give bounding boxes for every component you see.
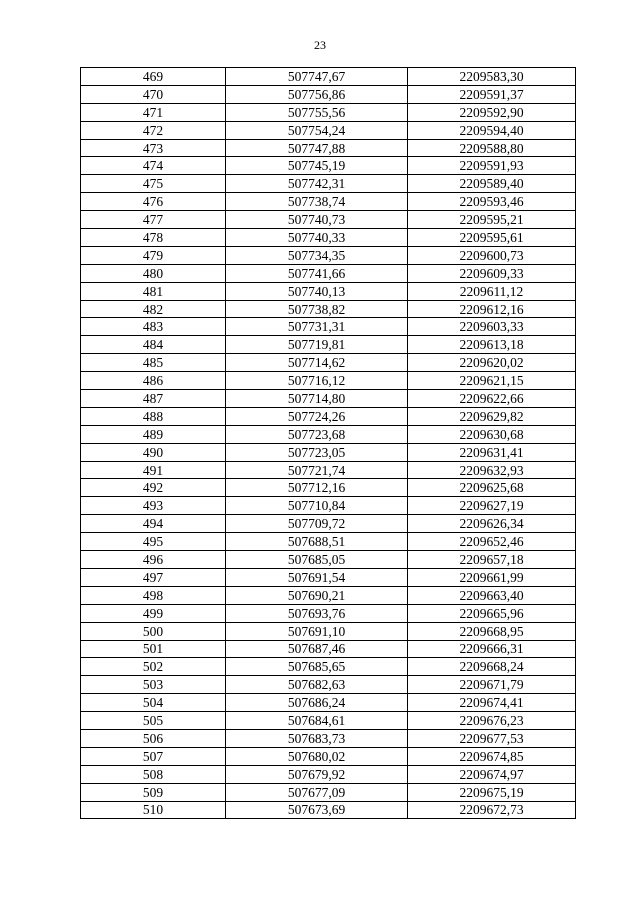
point-number-cell: 475 [81,175,226,193]
y-coordinate-cell: 2209661,99 [408,568,576,586]
table-row [81,68,576,86]
table-row [81,157,576,175]
point-number-cell: 473 [81,139,226,157]
table-row [81,193,576,211]
table-row [81,300,576,318]
point-number-cell: 506 [81,729,226,747]
x-coordinate-cell: 507754,24 [226,121,408,139]
x-coordinate-cell: 507677,09 [226,783,408,801]
y-coordinate-cell: 2209613,18 [408,336,576,354]
point-number-cell: 479 [81,246,226,264]
point-number-cell: 485 [81,354,226,372]
table-row [81,747,576,765]
y-coordinate-cell: 2209609,33 [408,264,576,282]
y-coordinate-cell: 2209595,61 [408,229,576,247]
point-number-cell: 500 [81,622,226,640]
y-coordinate-cell: 2209674,85 [408,747,576,765]
x-coordinate-cell: 507688,51 [226,533,408,551]
x-coordinate-cell: 507683,73 [226,729,408,747]
y-coordinate-cell: 2209627,19 [408,497,576,515]
point-number-cell: 505 [81,712,226,730]
point-number-cell: 495 [81,533,226,551]
y-coordinate-cell: 2209675,19 [408,783,576,801]
x-coordinate-cell: 507747,67 [226,68,408,86]
y-coordinate-cell: 2209612,16 [408,300,576,318]
point-number-cell: 487 [81,390,226,408]
x-coordinate-cell: 507719,81 [226,336,408,354]
x-coordinate-cell: 507710,84 [226,497,408,515]
y-coordinate-cell: 2209631,41 [408,443,576,461]
y-coordinate-cell: 2209620,02 [408,354,576,372]
x-coordinate-cell: 507740,13 [226,282,408,300]
point-number-cell: 470 [81,85,226,103]
point-number-cell: 508 [81,765,226,783]
x-coordinate-cell: 507738,74 [226,193,408,211]
point-number-cell: 509 [81,783,226,801]
point-number-cell: 489 [81,425,226,443]
x-coordinate-cell: 507687,46 [226,640,408,658]
table-row [81,479,576,497]
x-coordinate-cell: 507685,65 [226,658,408,676]
table-row [81,765,576,783]
x-coordinate-cell: 507756,86 [226,85,408,103]
x-coordinate-cell: 507747,88 [226,139,408,157]
table-row [81,443,576,461]
point-number-cell: 492 [81,479,226,497]
y-coordinate-cell: 2209677,53 [408,729,576,747]
y-coordinate-cell: 2209588,80 [408,139,576,157]
y-coordinate-cell: 2209626,34 [408,515,576,533]
x-coordinate-cell: 507682,63 [226,676,408,694]
point-number-cell: 482 [81,300,226,318]
table-row [81,139,576,157]
point-number-cell: 502 [81,658,226,676]
x-coordinate-cell: 507714,62 [226,354,408,372]
point-number-cell: 486 [81,372,226,390]
point-number-cell: 484 [81,336,226,354]
point-number-cell: 501 [81,640,226,658]
point-number-cell: 481 [81,282,226,300]
y-coordinate-cell: 2209672,73 [408,801,576,819]
y-coordinate-cell: 2209668,24 [408,658,576,676]
x-coordinate-cell: 507740,73 [226,211,408,229]
y-coordinate-cell: 2209652,46 [408,533,576,551]
point-number-cell: 493 [81,497,226,515]
table-row [81,407,576,425]
x-coordinate-cell: 507741,66 [226,264,408,282]
x-coordinate-cell: 507721,74 [226,461,408,479]
x-coordinate-cell: 507745,19 [226,157,408,175]
table-row [81,461,576,479]
table-row [81,229,576,247]
x-coordinate-cell: 507693,76 [226,604,408,622]
x-coordinate-cell: 507734,35 [226,246,408,264]
y-coordinate-cell: 2209600,73 [408,246,576,264]
point-number-cell: 503 [81,676,226,694]
x-coordinate-cell: 507742,31 [226,175,408,193]
table-row [81,515,576,533]
table-row [81,801,576,819]
y-coordinate-cell: 2209657,18 [408,551,576,569]
table-row [81,712,576,730]
x-coordinate-cell: 507723,68 [226,425,408,443]
y-coordinate-cell: 2209663,40 [408,586,576,604]
point-number-cell: 491 [81,461,226,479]
coordinates-table [80,67,576,819]
table-row [81,336,576,354]
x-coordinate-cell: 507690,21 [226,586,408,604]
table-row [81,640,576,658]
x-coordinate-cell: 507691,54 [226,568,408,586]
y-coordinate-cell: 2209625,68 [408,479,576,497]
table-row [81,85,576,103]
point-number-cell: 471 [81,103,226,121]
table-row [81,246,576,264]
point-number-cell: 496 [81,551,226,569]
point-number-cell: 510 [81,801,226,819]
point-number-cell: 494 [81,515,226,533]
table-row [81,533,576,551]
y-coordinate-cell: 2209676,23 [408,712,576,730]
table-row [81,586,576,604]
y-coordinate-cell: 2209632,93 [408,461,576,479]
y-coordinate-cell: 2209665,96 [408,604,576,622]
point-number-cell: 504 [81,694,226,712]
x-coordinate-cell: 507740,33 [226,229,408,247]
point-number-cell: 478 [81,229,226,247]
y-coordinate-cell: 2209583,30 [408,68,576,86]
y-coordinate-cell: 2209671,79 [408,676,576,694]
x-coordinate-cell: 507679,92 [226,765,408,783]
x-coordinate-cell: 507685,05 [226,551,408,569]
point-number-cell: 474 [81,157,226,175]
x-coordinate-cell: 507716,12 [226,372,408,390]
y-coordinate-cell: 2209668,95 [408,622,576,640]
y-coordinate-cell: 2209674,41 [408,694,576,712]
x-coordinate-cell: 507723,05 [226,443,408,461]
x-coordinate-cell: 507684,61 [226,712,408,730]
point-number-cell: 480 [81,264,226,282]
table-row [81,121,576,139]
y-coordinate-cell: 2209589,40 [408,175,576,193]
point-number-cell: 483 [81,318,226,336]
table-row [81,497,576,515]
table-row [81,318,576,336]
table-row [81,264,576,282]
table-row [81,568,576,586]
point-number-cell: 477 [81,211,226,229]
y-coordinate-cell: 2209666,31 [408,640,576,658]
point-number-cell: 498 [81,586,226,604]
point-number-cell: 472 [81,121,226,139]
table-row [81,729,576,747]
table-row [81,622,576,640]
table-row [81,372,576,390]
x-coordinate-cell: 507714,80 [226,390,408,408]
table-row [81,282,576,300]
y-coordinate-cell: 2209622,66 [408,390,576,408]
y-coordinate-cell: 2209674,97 [408,765,576,783]
y-coordinate-cell: 2209630,68 [408,425,576,443]
x-coordinate-cell: 507755,56 [226,103,408,121]
table-row [81,390,576,408]
table-row [81,676,576,694]
y-coordinate-cell: 2209621,15 [408,372,576,390]
table-row [81,604,576,622]
x-coordinate-cell: 507673,69 [226,801,408,819]
x-coordinate-cell: 507686,24 [226,694,408,712]
table-row [81,551,576,569]
table-row [81,354,576,372]
point-number-cell: 488 [81,407,226,425]
point-number-cell: 497 [81,568,226,586]
point-number-cell: 476 [81,193,226,211]
table-row [81,175,576,193]
y-coordinate-cell: 2209629,82 [408,407,576,425]
y-coordinate-cell: 2209591,93 [408,157,576,175]
table-row [81,103,576,121]
x-coordinate-cell: 507709,72 [226,515,408,533]
coordinates-table-body [81,68,576,819]
y-coordinate-cell: 2209593,46 [408,193,576,211]
point-number-cell: 507 [81,747,226,765]
page-number: 23 [314,38,326,52]
table-row [81,694,576,712]
y-coordinate-cell: 2209591,37 [408,85,576,103]
x-coordinate-cell: 507724,26 [226,407,408,425]
y-coordinate-cell: 2209611,12 [408,282,576,300]
point-number-cell: 490 [81,443,226,461]
point-number-cell: 469 [81,68,226,86]
point-number-cell: 499 [81,604,226,622]
x-coordinate-cell: 507731,31 [226,318,408,336]
y-coordinate-cell: 2209603,33 [408,318,576,336]
table-row [81,783,576,801]
y-coordinate-cell: 2209594,40 [408,121,576,139]
x-coordinate-cell: 507680,02 [226,747,408,765]
x-coordinate-cell: 507691,10 [226,622,408,640]
table-row [81,425,576,443]
y-coordinate-cell: 2209592,90 [408,103,576,121]
table-row [81,658,576,676]
x-coordinate-cell: 507712,16 [226,479,408,497]
table-row [81,211,576,229]
y-coordinate-cell: 2209595,21 [408,211,576,229]
x-coordinate-cell: 507738,82 [226,300,408,318]
